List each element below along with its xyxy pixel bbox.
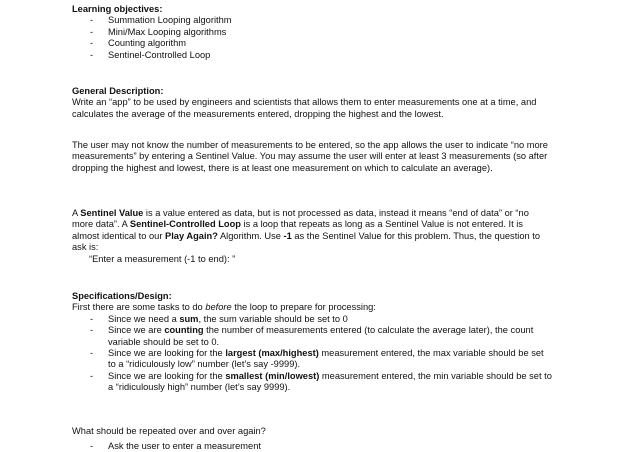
specifications-section	[72, 291, 552, 394]
list-item: - Since we are looking for the smallest (min/lowest) measurement entered, the min variable should be set to a “ridiculously high” number (let’s say 9999).	[72, 371, 552, 394]
sentinel-paragraph: A Sentinel Value is a value entered as data, but is not processed as data, instead it means “end of data” or “no more data”. A Sentinel-Controlled Loop is a loop that repeats as long as a Sentinel Value is not entered. It is almost identical to our Play Again? Algorithm. Use -1 as the Sentinel Value for this problem. Thus, the question to ask is:	[72, 208, 541, 253]
list-item: - Summation Looping algorithm	[72, 15, 552, 26]
repeat-question-block	[72, 426, 552, 437]
list-item: - Ask the user to enter a measurement	[72, 441, 552, 452]
list-item: - Mini/Max Looping algorithms	[72, 27, 552, 38]
list-item: - Sentinel-Controlled Loop	[72, 50, 552, 61]
learning-objectives-section	[72, 4, 552, 61]
general-paragraph-2-block	[72, 140, 552, 174]
general-description-heading: General Description:	[72, 86, 164, 96]
prompt-text: “Enter a measurement (-1 to end): ”	[89, 253, 236, 264]
term-sentinel-value: Sentinel Value	[80, 208, 144, 218]
term-play-again: Play Again?	[165, 230, 218, 241]
term-sentinel-number: -1	[283, 230, 292, 241]
general-paragraph-1: Write an “app” to be used by engineers and scientists that allows them to enter measurements one at a time, and calculates the average of the measurements entered, dropping the highest and the lowest.	[72, 97, 537, 119]
learning-objectives-list	[72, 15, 552, 61]
specifications-intro: First there are some tasks to do before the loop to prepare for processing:	[72, 302, 376, 313]
general-paragraph-2: The user may not know the number of measurements to be entered, so the app allows the user to indicate “no more measurements” by entering a Sentinel Value. You may assume the user will enter at least 3 measurements (so after dropping the highest and lowest, there is at least one measurement on which to calculate an average).	[72, 140, 548, 173]
repeat-question: What should be repeated over and over again?	[72, 426, 266, 436]
list-item: - Since we are counting the number of measurements entered (to calculate the average later), the count variable should be set to 0.	[72, 325, 552, 348]
term-sentinel-controlled-loop: Sentinel-Controlled Loop	[129, 219, 241, 230]
learning-objectives-heading: Learning objectives:	[72, 4, 163, 14]
list-item: - Since we need a sum, the sum variable should be set to 0	[72, 314, 552, 325]
list-item: - Counting algorithm	[72, 38, 552, 49]
list-item: - Since we are looking for the largest (max/highest) measurement entered, the max variable should be set to a “ridiculously low” number (let’s say -9999).	[72, 348, 552, 371]
sentinel-section	[72, 208, 552, 265]
specifications-heading: Specifications/Design:	[72, 291, 172, 301]
specifications-list	[72, 314, 552, 394]
general-description-section	[72, 86, 552, 120]
